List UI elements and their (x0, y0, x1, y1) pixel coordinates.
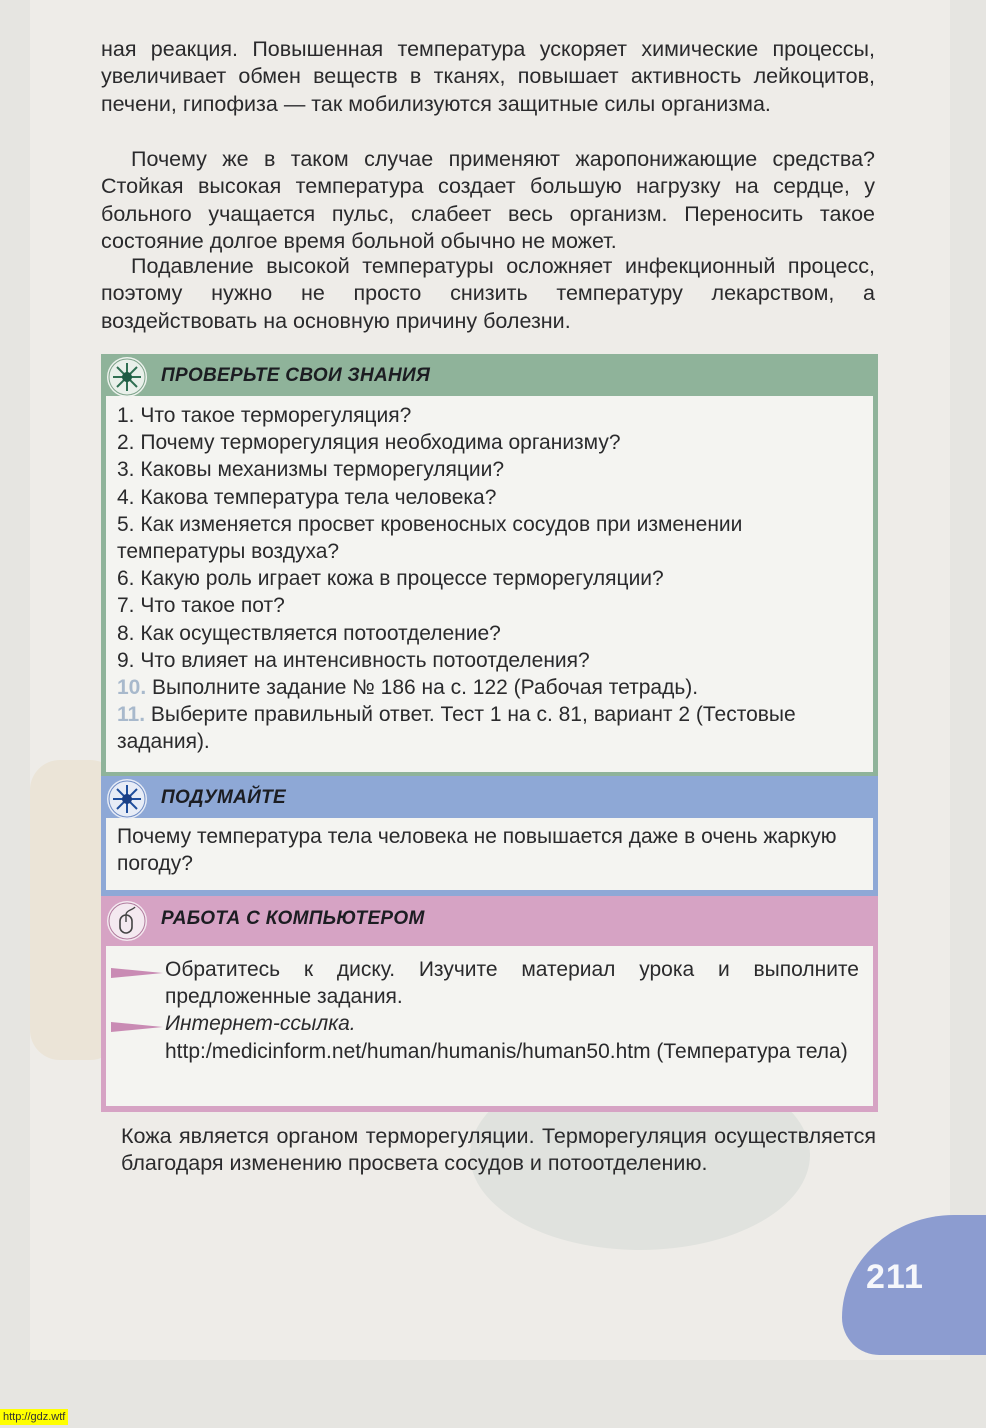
think-body (106, 818, 873, 890)
think-header (101, 776, 878, 818)
intro-paragraph-2 (101, 146, 875, 256)
star-disc-icon (107, 357, 147, 397)
question-text: Выполните задание № 186 на с. 122 (Рабочая тетрадь). (152, 676, 699, 700)
intro-paragraph-1: ная реакция. Повышенная температура ускоряет химические процессы, увеличивает обмен веществ в тканях, повышает активность лейкоцитов, печени, гипофиза — так мобилизуются защитные силы организма. (101, 37, 875, 116)
computer-work-header (101, 896, 878, 946)
think-title: ПОДУМАЙТЕ (161, 787, 286, 808)
think-box (101, 776, 878, 896)
intro-paragraph-3-text: Подавление высокой температуры осложняет инфекционный процесс, поэтому нужно не просто снизить температуру лекарством, а воздействовать на основную причину болезни. (101, 254, 875, 333)
question-item: 6. Какую роль играет кожа в процессе терморегуляции? (117, 567, 664, 591)
check-knowledge-questions (106, 396, 873, 772)
check-knowledge-header (101, 354, 878, 396)
page-number: 211 (866, 1258, 924, 1296)
question-number: 11. (117, 703, 146, 727)
question-item: 9. Что влияет на интенсивность потоотделения? (117, 648, 590, 672)
pointer-arrow-icon (111, 1022, 163, 1032)
summary-paragraph: Кожа является органом терморегуляции. Терморегуляция осуществляется благодаря изменению просвета сосудов и потоотделению. (121, 1124, 876, 1176)
computer-task (117, 956, 859, 1010)
question-item (117, 674, 859, 701)
question-item: 3. Каковы механизмы терморегуляции? (117, 458, 505, 482)
check-knowledge-title: ПРОВЕРЬТЕ СВОИ ЗНАНИЯ (161, 365, 431, 386)
check-knowledge-box (101, 354, 878, 776)
computer-work-title: РАБОТА С КОМПЬЮТЕРОМ (161, 908, 425, 929)
intro-paragraph-3 (101, 253, 875, 335)
internet-link-label-line (117, 1010, 859, 1037)
question-item: 8. Как осуществляется потоотделение? (117, 621, 501, 645)
pointer-arrow-icon (111, 968, 163, 978)
internet-link[interactable]: http:/medicinform.net/human/humanis/human50.htm (Температура тела) (165, 1039, 848, 1063)
watermark[interactable]: http://gdz.wtf (0, 1409, 68, 1425)
question-item: 4. Какова температура тела человека? (117, 485, 497, 509)
question-item (117, 701, 859, 755)
computer-task-text: Обратитесь к диску. Изучите материал урока и выполните предложенные задания. (165, 958, 859, 1009)
question-item: 1. Что такое терморегуляция? (117, 404, 412, 427)
question-number: 10. (117, 676, 147, 700)
question-text: Выберите правильный ответ. Тест 1 на с. 81, вариант 2 (Тестовые задания). (117, 703, 796, 754)
question-item: 2. Почему терморегуляция необходима организму? (117, 431, 621, 455)
think-question: Почему температура тела человека не повышается даже в очень жаркую погоду? (117, 825, 837, 876)
computer-work-box (101, 896, 878, 1112)
star-disc-icon (107, 779, 147, 819)
intro-paragraph-2-text: Почему же в таком случае применяют жаропонижающие средства? Стойкая высокая температура создает большую нагрузку на сердце, у больного учащается пульс, слабеет весь организм. Переносить такое состояние долгое время больной обычно не может. (101, 147, 875, 254)
computer-work-body (106, 946, 873, 1106)
mouse-icon (107, 901, 147, 941)
question-item: 7. Что такое пот? (117, 594, 285, 618)
internet-link-label: Интернет-ссылка. (165, 1012, 356, 1036)
question-item: 5. Как изменяется просвет кровеносных сосудов при изменении температуры воздуха? (117, 512, 743, 564)
